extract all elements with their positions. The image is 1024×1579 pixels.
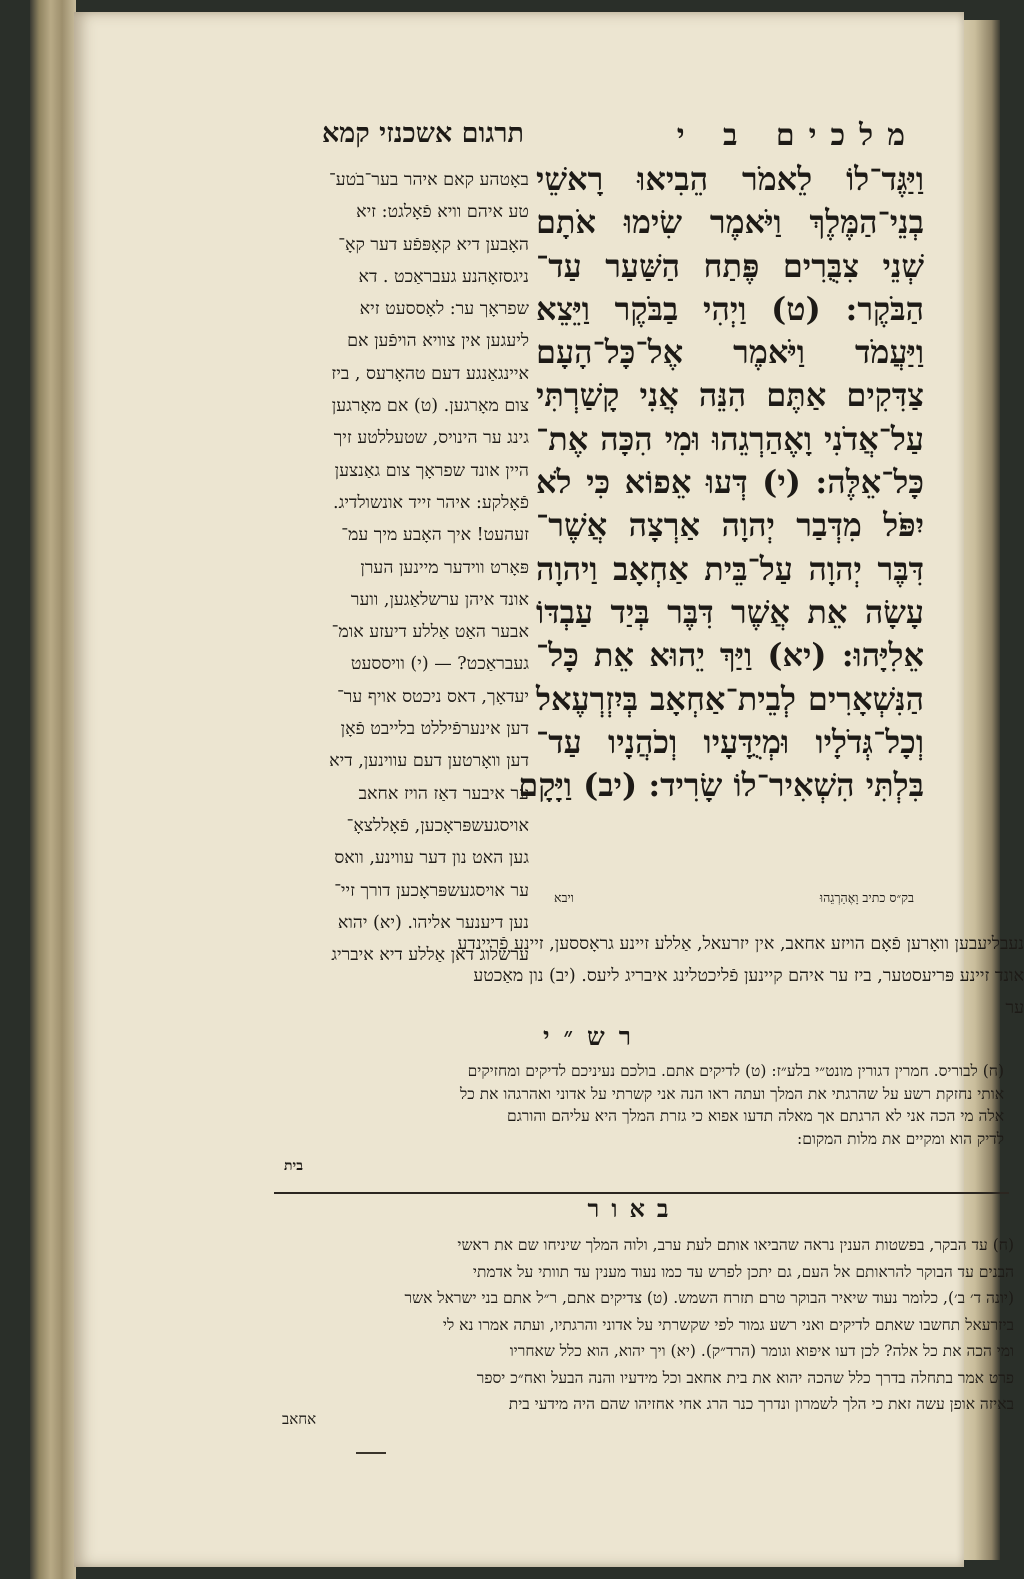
rashi-title: רש״י [542, 1022, 646, 1051]
rashi-line: לדיק הוא ומקיים את מלות המקום: [796, 1129, 1004, 1148]
targum-column [194, 164, 529, 971]
targum-line: באָטהע קאם איהר בער־בׂטע־ [329, 170, 529, 190]
beur-line: ביזרעאל תחשבו שאתם לדיקים ואני רשע גמור לפי שקשרתי על אדוני והרגתיו, ועתה אמרו נא לי [442, 1315, 1014, 1334]
scripture-column [518, 158, 924, 807]
targum-line: ער [1005, 998, 1024, 1018]
beur-line: פרט אמר בתחלה בדרך כלל שהכה יהוא את בית אחאב וכל מידעיו והנה הבעל ואח״כ יספר [476, 1368, 1014, 1387]
targum-line: שפראָך ער: לאָססעט זיא [359, 299, 529, 320]
book-page-edges-left [30, 0, 76, 1579]
targum-line: אונד איהן ערשלאַגען, ווער [350, 589, 529, 610]
targum-line: ער איבער דאַז הויז אחאב [358, 783, 529, 804]
rashi-commentary [234, 1060, 1004, 1150]
targum-line: ליעגען אין צוויא הויפֿען אם [347, 331, 529, 352]
targum-line: דען אינערפֿיללט בלייבט פֿאָן [340, 719, 529, 740]
beur-line: הבנים עד הבוקר להראותם אל העם, גם יתכן לפרש עד כמו נעוד מענין עד תוותי על אדמתי [472, 1262, 1014, 1281]
scripture-line: בְנֵי־הַמֶּלֶךְ וַיֹּאמֶר שִׂימוּ אֹתָם [536, 203, 924, 242]
scripture-line: בִּלְתִּי הִשְׁאִיר־לוֹ שָׂרִיד: (יב) וַיָּקָם [518, 766, 924, 805]
targum-line: איינגאַנגע דעם טהאָרעס , ביז [331, 363, 529, 384]
book-page [74, 12, 1024, 1567]
scripture-line: הַנִּשְׁאָרִים לְבֵית־אַחְאָב בְּיִזְרְעֶאל [536, 679, 924, 718]
beur-line: ומי הכה את כל אלה? לכן דעו איפוא וגומר (הרד״ק). (יא) ויך יהוא, הוא כלל שאחריו [509, 1342, 1014, 1360]
targum-line: אונד זיינע פּריעסטער, ביז ער איהם קיינען פֿליכטלינג איבריג ליעס. (יב) נון מאַכטע [473, 966, 1024, 986]
footer-dash [356, 1452, 386, 1454]
beur-line: באיזה אופן עשה זאת כי הלך לשמרון ונדרך כנר הרג אחי אחזיהו שהם היה מידעי בית [508, 1395, 1014, 1413]
beur-line: (יונה ד׳ ב׳), כלומר נעוד שיאיר הבוקר טרם תזרח השמש. (ט) צדיקים אתם, ר״ל אתם בני ישראל אשר [404, 1289, 1014, 1307]
targum-continuation [194, 928, 1024, 1024]
qere-note-text: בק״ס כתיב וָאֶהַרְגֵהוּ [819, 890, 914, 905]
targum-line: האָבען דיא קאָפּפֿע דער קאָ־ [338, 234, 529, 255]
rashi-line: אלה מי הכה אני לא הרגתם אך מאלה תדעו אפוא כי גזרת המלך היא עליהם והורגם [507, 1107, 1004, 1125]
targum-line: דען וואָרטען דעם עווינען, דיא [329, 751, 529, 772]
targum-line: נעבליעבען וואָרען פֿאָם הויזע אחאב, אין יזרעאל, אַללע זיינע גראָססען, זיינע פֿריינדע [457, 934, 1024, 954]
targum-line: יעדאָך, דאס ניכטס אויף ער־ [337, 686, 529, 707]
scripture-line: כָּל־אֵלֶּה: (י) דְּעוּ אֵפוֹא כִּי לֹא [536, 463, 924, 502]
targum-line: פּאָרט ווידער מיינען הערן [360, 557, 529, 578]
book-running-title: מלכים ב י [676, 118, 919, 153]
catchword: ויבא [554, 890, 575, 905]
scripture-line: וְכָל־גְּדֹלָיו וּמְיֻדָּעָיו וְכֹהֲנָיו עַד־ [536, 722, 924, 761]
scripture-line: אֵלִיָּהוּ: (יא) וַיַּךְ יֵהוּא אֵת כָּל־ [536, 636, 924, 675]
targum-header: תרגום אשכנזי קמא [321, 118, 524, 149]
targum-line: ער אויסגעשפּראָכען דורך זיי־ [334, 880, 529, 901]
scripture-line: דִּבֶּר יְהוָה עַל־בֵּית אַחְאָב וַיהוָה [536, 549, 924, 588]
targum-line: צום מאָרגען. (ט) אם מאָרגען [331, 396, 529, 417]
scripture-line: צַדִּקִים אַתֶּם הִנֵּה אֲנִי קָשַׁרְתִּי [536, 376, 924, 415]
beur-line: (ח) עד הבקר, בפשטות הענין נראה שהביאו אותם לעת ערב, ולוה המלך שיניחו שם את ראשי [457, 1236, 1014, 1254]
targum-line: זעהעט! איך האָבע מיך עמ־ [341, 525, 529, 546]
targum-line: ניגסזאָהנע געבראַכט . דא [358, 266, 529, 287]
scripture-line: יִפֹּל מִדְּבַר יְהוָה אַרְצָה אֲשֶׁר־ [536, 506, 924, 545]
scripture-line: וַיַּגֶּד־לוֹ לֵאמֹר הֵבִיאוּ רָאשֵׁי [536, 160, 924, 198]
rashi-line: אותי נחזקת רשע על שהרגתי את המלך ועתה ראו הנה אני קשרתי על אדוני ואהרגהו את כל [459, 1084, 1004, 1103]
targum-line: געבראַכט? — (י) וויססעט [350, 654, 529, 675]
targum-line: ערשלוג דאן אַללע דיא איבריג [331, 945, 529, 966]
targum-line: נען דיענער אליהו. (יא) יהוא [337, 912, 529, 933]
beur-commentary [234, 1232, 1014, 1418]
scripture-line: עָשָׂה אֵת אֲשֶׁר דִּבֶּר בְּיַד עַבְדּוֹ [536, 592, 924, 631]
scripture-line: עַל־אֲדֹנִי וָאֶהַרְגֵהוּ וּמִי הִכָּה אֶת־ [536, 419, 924, 458]
targum-line: גען האט נון דער עווינע, וואס [334, 848, 529, 869]
targum-line: אויסגעשפּראָכען, פֿאָללצאָ־ [346, 815, 529, 836]
targum-line: גינג ער הינויס, שטעללטע זיך [333, 428, 529, 449]
beur-last-word: אחאב [282, 1410, 317, 1428]
qere-ketiv-note [554, 890, 914, 906]
rashi-signature: בית [284, 1158, 303, 1174]
targum-line: טע איהם וויא פֿאָלגט: זיא [356, 202, 529, 223]
targum-line: היין אונד שפראָך צום גאַנצען [334, 460, 529, 481]
scripture-line: הַבֹּקֶר: (ט) וַיְהִי בַבֹּקֶר וַיֵּצֵא [536, 289, 924, 328]
scripture-line: שְׁנֵי צִבֻּרִים פֶּתַח הַשַּׁעַר עַד־ [536, 246, 924, 285]
targum-line: פֿאָלקע: איהר זייד אונשולדיג. [332, 492, 529, 513]
rashi-line: (ח) לבוריס. חמרין דגורין מונט״י בלע״ז: (ט) לדיקים אתם. בולכם נעיניכם לדיקים ומחזיקים [467, 1062, 1004, 1080]
targum-line: אבער האַט אַללע דיעזע אומ־ [331, 622, 529, 643]
beur-title: באור [587, 1194, 681, 1223]
scripture-line: וַיַּעֲמֹד וַיֹּאמֶר אֶל־כָּל־הָעָם [536, 333, 924, 372]
